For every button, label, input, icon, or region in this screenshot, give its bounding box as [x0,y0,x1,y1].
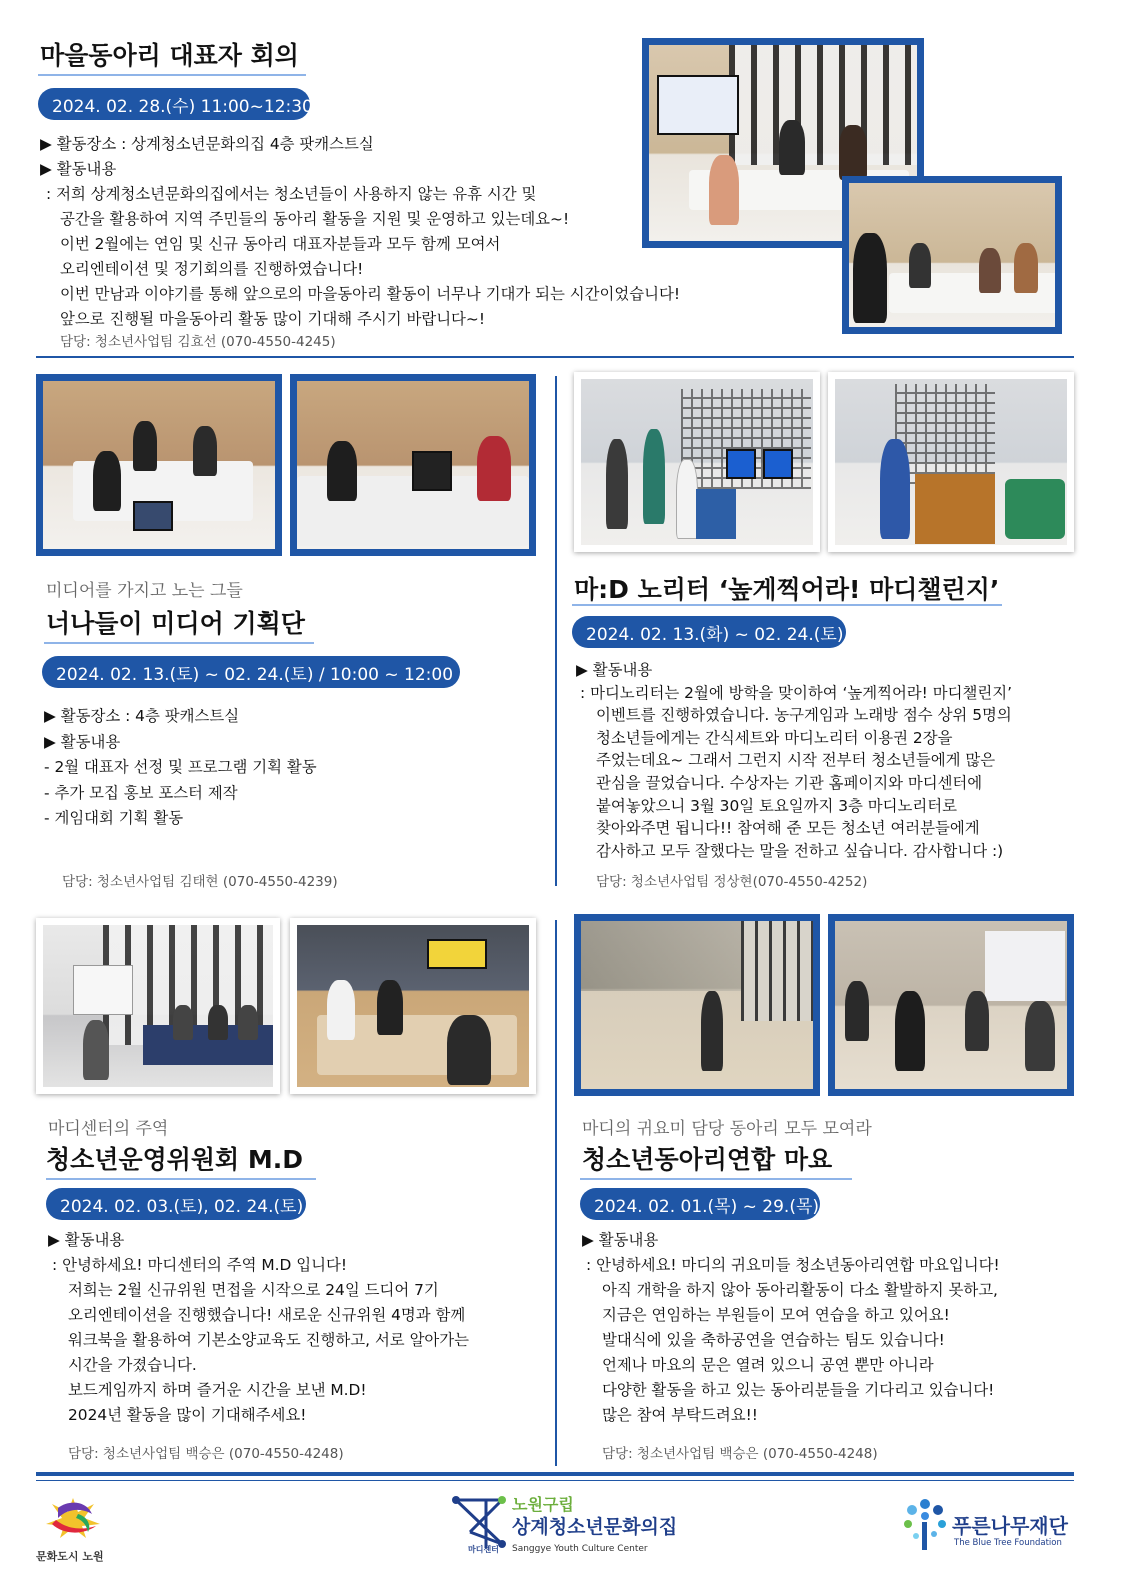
section2-contact: 담당: 청소년사업팀 김태현 (070-4550-4239) [62,874,338,890]
section4-line: 보드게임까지 하며 즐거운 시간을 보낸 M.D! [68,1381,367,1399]
section4-photo-boardgame [290,918,536,1094]
nowon-logo-text: 문화도시 노원 [36,1550,104,1563]
section4-line: : 안녕하세요! 마디센터의 주역 M.D 입니다! [52,1256,348,1274]
section2-line: - 추가 모집 홍보 포스터 제작 [44,783,238,802]
section5-title: 청소년동아리연합 마요 [582,1145,833,1174]
footer-rule-thick [36,1472,1074,1476]
section4-line: 2024년 활동을 많이 기대해주세요! [68,1406,307,1424]
section5-line: 아직 개학을 하지 않아 동아리활동이 다소 활발하지 못하고, [602,1281,998,1299]
center-logo-line2: 상계청소년문화의집 [512,1516,678,1538]
section2-line: ▶ 활동장소 : 4층 팟캐스트실 [44,707,240,725]
blue-tree-korean: 푸른나무재단 [952,1514,1068,1538]
section4-subtitle: 마디센터의 주역 [48,1119,169,1139]
section3-photo-basketball-game [574,372,820,552]
section4-body [48,1228,469,1428]
section1-line: 이번 2월에는 연임 및 신규 동아리 대표자분들과 모두 함께 모여서 [60,235,501,253]
section2-line: - 게임대회 기획 활동 [44,809,184,827]
section5-line: : 안녕하세요! 마디의 귀요미들 청소년동아리연합 마요입니다! [586,1256,1000,1274]
section1-title-underline [38,74,306,76]
section2-line: - 2월 대표자 선정 및 프로그램 기획 활동 [44,758,317,776]
section1-body [40,132,680,332]
section4-photo-interview [36,918,280,1094]
section1-line: ▶ 활동장소 : 상계청소년문화의집 4층 팟캐스트실 [40,135,374,153]
blue-tree-english: The Blue Tree Foundation [954,1538,1062,1548]
section2-body [44,704,317,832]
section3-line: 이벤트를 진행하였습니다. 농구게임과 노래방 점수 상위 5명의 [596,706,1012,725]
section5-contact: 담당: 청소년사업팀 백승은 (070-4550-4248) [602,1446,878,1462]
section1-line: 앞으로 진행될 마을동아리 활동 많이 기대해 주시기 바랍니다~! [60,310,485,328]
center-logo-line1: 노원구립 [512,1495,574,1514]
footer-rule-thin [36,1480,1074,1481]
blue-tree-foundation-logo [900,1496,1072,1556]
section2-title: 너나들이 미디어 기획단 [46,609,305,638]
section2-subtitle: 미디어를 가지고 노는 그들 [46,581,243,601]
column-divider [555,920,557,1466]
nowon-culture-city-logo [36,1494,108,1563]
section1-date-badge: 2024. 02. 28.(수) 11:00~12:30 [38,88,310,120]
section1-line: 이번 만남과 이야기를 통해 앞으로의 마을동아리 활동이 너무나 기대가 되는 시간이었습니다! [60,285,681,303]
section3-line: 감사하고 모두 잘했다는 말을 전하고 싶습니다. 감사합니다 :) [596,841,1004,860]
section1-contact: 담당: 청소년사업팀 김효선 (070-4550-4245) [60,334,336,350]
section5-photo-band-practice [828,914,1074,1096]
section3-contact: 담당: 청소년사업팀 정상현(070-4550-4252) [596,874,868,890]
section2-date-badge: 2024. 02. 13.(토) ~ 02. 24.(토) / 10:00 ~ 12:00 [42,656,460,688]
section3-line: 붙여놓았으니 3월 30일 토요일까지 3층 마디노리터로 [596,796,957,815]
section3-line: 청소년들에게는 간식세트와 마디노리터 이용권 2장을 [596,728,953,747]
section2-photo-podcast [290,374,536,556]
section3-line: 관심을 끌었습니다. 수상자는 기관 홈페이지와 마디센터에 [596,773,983,792]
center-logo-small: 마디센터 [468,1545,499,1554]
section3-body [576,659,1012,862]
section5-line: 지금은 연임하는 부원들이 모여 연습을 하고 있어요! [602,1306,950,1324]
section4-date-badge: 2024. 02. 03.(토), 02. 24.(토) [46,1188,306,1220]
section4-contact: 담당: 청소년사업팀 백승은 (070-4550-4248) [68,1446,344,1462]
section5-title-underline [580,1178,852,1180]
star-logo-icon [38,1494,108,1540]
tree-logo-icon [900,1496,950,1552]
section3-line: 주었는데요~ 그래서 그런지 시작 전부터 청소년들에게 많은 [596,751,996,770]
section5-photo-dance-practice [574,914,820,1096]
section4-line: 오리엔테이션을 진행했습니다! 새로운 신규위원 4명과 함께 [68,1306,466,1324]
section4-title-underline [46,1178,316,1180]
column-divider [555,376,557,886]
section5-date-badge: 2024. 02. 01.(목) ~ 29.(목) [580,1188,820,1220]
section2-title-underline [44,642,314,644]
section5-line: 언제나 마요의 문은 열려 있으니 공연 뿐만 아니라 [602,1356,934,1374]
section3-line: : 마디노리터는 2월에 방학을 맞이하여 ‘높게찍어라! 마디챌린지’ [580,683,1012,702]
section4-line: ▶ 활동내용 [48,1231,125,1249]
section3-line: 찾아와주면 됩니다!! 참여해 준 모든 청소년 여러분들에게 [596,819,980,838]
section1-line: 오리엔테이션 및 정기회의를 진행하였습니다! [60,260,364,278]
section5-body [582,1228,1000,1428]
section2-photo-media-room [36,374,282,556]
section4-line: 워크북을 활용하여 기본소양교육도 진행하고, 서로 알아가는 [68,1331,470,1349]
section3-title: 마:D 노리터 ‘높게찍어라! 마디챌린지’ [574,575,1000,604]
section1-photo-meeting-close [842,176,1062,334]
section3-photo-arcade-machine [828,372,1074,552]
section1-title: 마을동아리 대표자 회의 [40,41,299,70]
section5-line: ▶ 활동내용 [582,1231,659,1249]
section2-line: ▶ 활동내용 [44,732,121,751]
section1-line: ▶ 활동내용 [40,160,117,178]
section4-title: 청소년운영위원회 M.D [46,1145,304,1174]
section4-line: 저희는 2월 신규위원 면접을 시작으로 24일 드디어 7기 [68,1281,439,1299]
center-logo-english: Sanggye Youth Culture Center [512,1544,648,1554]
section4-line: 시간을 가졌습니다. [68,1356,197,1374]
section5-line: 발대식에 있을 축하공연을 연습하는 팀도 있습니다! [602,1331,945,1349]
section1-line: 공간을 활용하여 지역 주민들의 동아리 활동을 지원 및 운영하고 있는데요~! [60,210,570,228]
section-divider [36,356,1074,358]
section5-line: 많은 참여 부탁드려요!! [602,1406,758,1424]
section3-date-badge: 2024. 02. 13.(화) ~ 02. 24.(토) [572,616,846,648]
section3-title-underline [572,604,1002,606]
section5-line: 다양한 활동을 하고 있는 동아리분들을 기다리고 있습니다! [602,1381,995,1399]
section1-line: : 저희 상계청소년문화의집에서는 청소년들이 사용하지 않는 유휴 시간 및 [46,185,537,203]
section5-subtitle: 마디의 귀요미 담당 동아리 모두 모여라 [582,1119,872,1139]
sanggye-youth-center-logo [450,1490,680,1562]
section3-line: ▶ 활동내용 [576,661,653,679]
